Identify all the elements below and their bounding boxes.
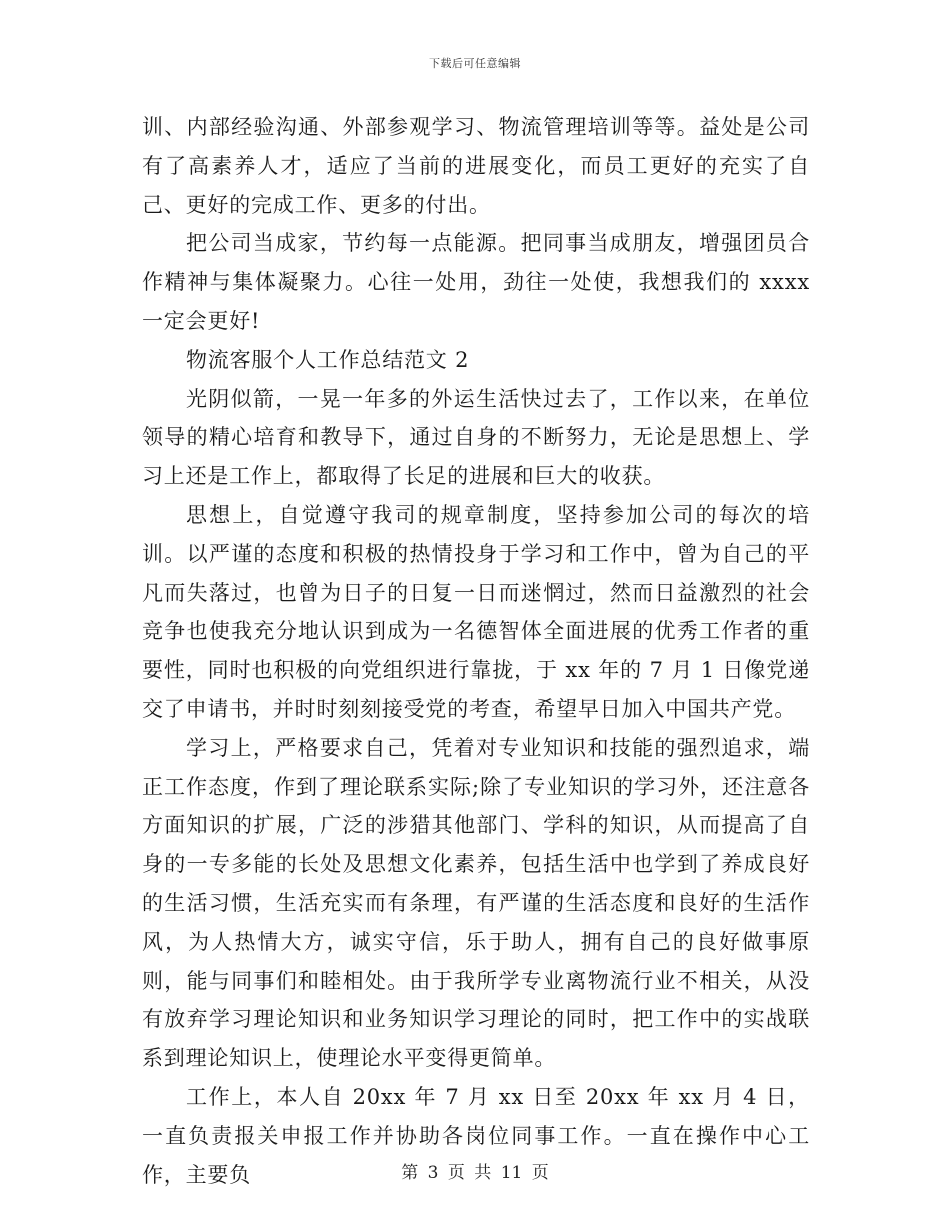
paragraph-continuation: 训、内部经验沟通、外部参观学习、物流管理培训等等。益处是公司有了高素养人才，适应了当前的进展变化，而员工更好的充实了自己、更好的完成工作、更多的付出。: [142, 115, 810, 217]
section-heading: 物流客服个人工作总结范文 2: [186, 347, 470, 372]
paragraph: 工作上，本人自 20xx 年 7 月 xx 日至 20xx 年 xx 月 4 日，一直负责报关申报工作并协助各岗位同事工作。一直在操作中心工作，主要负: [142, 1084, 810, 1187]
paragraph: 学习上，严格要求自己，凭着对专业知识和技能的强烈追求，端正工作态度，作到了理论联系实际;除了专业知识的学习外，还注意各方面知识的扩展，广泛的涉猎其他部门、学科的知识，从而提高了自身的一专多能的长处及思想文化素养，包括生活中也学到了养成良好的生活习惯，生活充实而有条理，有严谨的生活态度和良好的生活作风，为人热情大方，诚实守信，乐于助人，拥有自己的良好做事原则，能与同事们和睦相处。由于我所学专业离物流行业不相关，从没有放弃学习理论知识和业务知识学习理论的同时，把工作中的实战联系到理论知识上，使理论水平变得更简单。: [142, 735, 810, 1071]
paragraph: 光阴似箭，一晃一年多的外运生活快过去了，工作以来，在单位领导的精心培育和教导下，通过自身的不断努力，无论是思想上、学习上还是工作上，都取得了长足的进展和巨大的收获。: [142, 386, 810, 489]
page-number-footer: 第 3 页 共 11 页: [401, 1163, 549, 1183]
document-body: [142, 108, 810, 1194]
paragraph: 思想上，自觉遵守我司的规章制度，坚持参加公司的每次的培训。以严谨的态度和积极的热情投身于学习和工作中，曾为自己的平凡而失落过，也曾为日子的日复一日而迷惘过，然而日益激烈的社会竞争也使我充分地认识到成为一名德智体全面进展的优秀工作者的重要性，同时也积极的向党组织进行靠拢，于 xx 年的 7 月 1 日像党递交了申请书，并时时刻刻接受党的考查，希望早日加入中国共产党。: [142, 502, 810, 721]
page-header: 下载后可任意编辑: [429, 57, 521, 70]
paragraph: 把公司当成家，节约每一点能源。把同事当成朋友，增强团员合作精神与集体凝聚力。心往一处用，劲往一处使，我想我们的 xxxx 一定会更好!: [142, 231, 810, 333]
